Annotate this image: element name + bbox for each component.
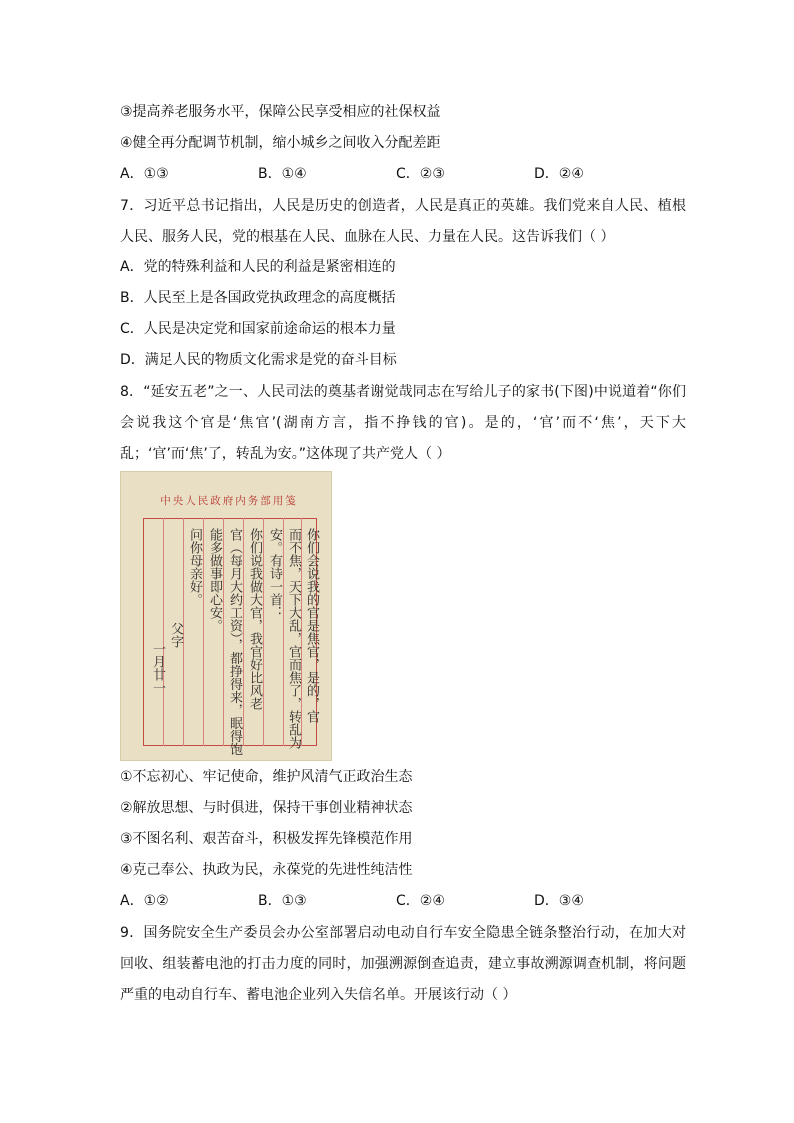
q8-item-1: ①不忘初心、牢记使命，维护风清气正政治生态	[120, 769, 413, 785]
letter-rule	[203, 518, 204, 746]
family-letter-image	[120, 471, 332, 761]
letter-date: 一月廿一	[150, 642, 165, 694]
letter-rule	[243, 518, 244, 746]
q6-item-4: ④健全再分配调节机制，缩小城乡之间收入分配差距	[120, 135, 441, 151]
q7-option-b[interactable]: B．人民至上是各国政党执政理念的高度概括	[120, 290, 396, 306]
q7-stem: 7．习近平总书记指出，人民是历史的创造者，人民是真正的英雄。我们党来自人民、植根人民、服务人民，党的根基在人民、血脉在人民、力量在人民。这告诉我们（ ）	[120, 198, 686, 245]
q8-item-4: ④克己奉公、执政为民，永葆党的先进性纯洁性	[120, 862, 413, 878]
q8-option-d[interactable]: D．③④	[534, 893, 584, 909]
q8-options	[120, 891, 686, 911]
q6-option-c[interactable]: C．②③	[396, 166, 445, 182]
q9-stem: 9．国务院安全生产委员会办公室部署启动电动自行车安全隐患全链条整治行动，在加大对回收、组装蓄电池的打击力度的同时，加强溯源倒查追责，建立事故溯源调查机制，将问题严重的电动自行车、蓄电池企业列入失信名单。开展该行动（ ）	[120, 925, 686, 1003]
letter-signature: 父字	[168, 622, 183, 648]
letter-rule	[283, 518, 284, 746]
letter-rule	[163, 518, 164, 746]
letter-rule	[223, 518, 224, 746]
letter-rule	[301, 518, 302, 746]
q7-option-c[interactable]: C．人民是决定党和国家前途命运的根本力量	[120, 321, 396, 337]
q8-stem: 8．“延安五老”之一、人民司法的奠基者谢觉哉同志在写给儿子的家书(下图)中说道着“你们会说我这个官是‘焦官’(湖南方言，指不挣钱的官)。是的，‘官’而不‘焦’，天下大乱；‘官’而‘焦’了，转乱为安。”这体现了共产党人（ ）	[120, 384, 686, 462]
letterhead: 中央人民政府内务部用笺	[160, 495, 298, 507]
q8-option-c[interactable]: C．②④	[396, 893, 445, 909]
letter-column-4: 你们说我做大官，我官好比风老	[247, 528, 262, 710]
q6-option-d[interactable]: D．②④	[534, 166, 584, 182]
q8-item-2: ②解放思想、与时俱进，保持干事创业精神状态	[120, 800, 413, 816]
q6-option-b[interactable]: B．①④	[258, 166, 307, 182]
q8-option-b[interactable]: B．①③	[258, 893, 307, 909]
letter-column-7: 问你母亲好。	[187, 528, 202, 606]
q7-option-d[interactable]: D．满足人民的物质文化需求是党的奋斗目标	[120, 352, 397, 368]
letter-rule	[183, 518, 184, 746]
q8-option-a[interactable]: A．①②	[120, 893, 169, 909]
letter-column-2: 而不焦，天下大乱，官而焦了，转乱为	[286, 528, 301, 749]
letter-column-3: 安。有诗一首：	[267, 528, 282, 619]
letter-rule	[263, 518, 264, 746]
letter-column-1: 你们会说我的官是焦官，是的，官	[304, 528, 319, 723]
q8-item-3: ③不图名利、艰苦奋斗，积极发挥先锋模范作用	[120, 831, 413, 847]
q6-item-3: ③提高养老服务水平，保障公民享受相应的社保权益	[120, 104, 441, 120]
letter-column-6: 能多做事即心安。	[207, 528, 222, 632]
letter-column-5: 官（每月大约工资），都挣得来，眠得饱	[227, 528, 242, 756]
q7-option-a[interactable]: A．党的特殊利益和人民的利益是紧密相连的	[120, 259, 396, 275]
q6-option-a[interactable]: A．①③	[120, 166, 169, 182]
q6-options	[120, 164, 686, 184]
